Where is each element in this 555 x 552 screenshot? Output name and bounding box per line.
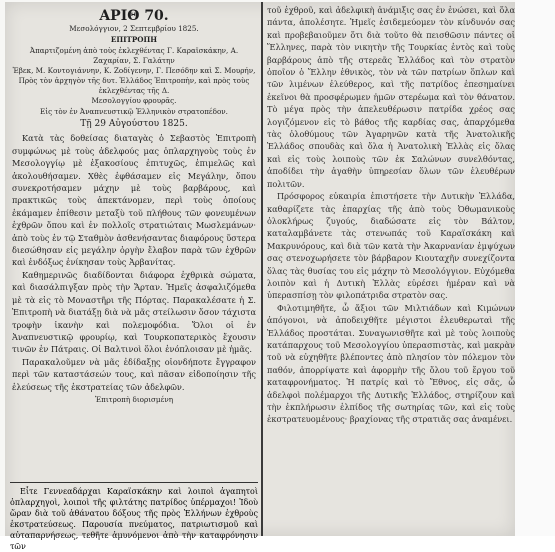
paragraph: Καθημερινῶς διαδίδονται διάφορα ἐχθρικὰ σώματα, καὶ διασάλπιγξαν πρὸς τὴν Ἄρταν. Ἡμεῖς ἀσφαλιζόμεθα μὲ τὰ εἰς τὸ Μοναστῆρι τῆς Πόρτας. Παρακαλέσατε ἡ Σ. Ἐπιτροπὴ νὰ διατάξῃ διὰ νὰ μᾶς στείλωσιν ὅσον τάχιστα τροφὴν ἱκανὴν καὶ πολεμοφόδια. Ὅλοι οἱ ἐν Ἀναπνευστικῷ φρουρίῳ, καὶ Τουρκοπατερικὸς ἔχουσιν τινῶν ἐν Πάτραις. Οἱ Βαλτινοὶ ὅλοι ἐνόπλοισαν μὲ ἡμᾶς. (12, 269, 256, 355)
paragraph: Παρακαλοῦμεν νὰ μᾶς ἐδίδαξῃς οἰονδήποτε ἔγγραφον περὶ τῶν καταστάσεών τους, καὶ πᾶσαν εἰδοποίησιν τῆς ἐλεύσεως τῆς ἐκστρατείας τῶν ἀδελφῶν. (12, 356, 256, 392)
bottom-text: Εἶτε Γεννεαδάρχαι Καραϊσκάκην καὶ λοιποὶ ἀγαπητοὶ ὁπλαρχηγοὶ, λοιποὶ τῆς φιλτάτης πατρίδος ὑπέρμαχοι! Ἰδοὺ ὥραν διὰ τοῦ ἀθάνατου δόξους τῆς πρὸς Ἑλλήνων ἐχθροὺς ἐκστρατεύσεως. Παρουσία πνεύματος, πατριωτισμοῦ καὶ αὐταπαρνήσεως, τεθῆτε ἀμυνόμενοι ἀπὸ τὴν καταφρόνησιν τῶν (10, 487, 258, 551)
page-margin (515, 0, 555, 536)
date-line: Μεσολόγγιον, 2 Σεπτεμβρίου 1825. (69, 24, 199, 33)
scanned-newspaper-page (5, 2, 515, 551)
editorial-lines (12, 46, 256, 106)
paragraph: Φιλοτιμηθῆτε, ὦ ἄξιοι τῶν Μιλτιάδων καὶ Κιμώνων ἀπόγονοι, νὰ ἀποδειχθῆτε μέγιστοι ἐλευθερωταὶ τῆς Ἑλλάδος προστάται. Συναγωνισθῆτε καὶ μὲ τοὺς λοιποὺς κατάπαρχους τοῦ Μεσολογγίου ὑπερασπιστὰς, καὶ μακρὰν τοῦ νὰ εὐχηθῆτε βλέποντες ἀπὸ πλησίον τὸν πόλεμον τὸν παθόν, ἀπορρίψατε καὶ ἀφορμὴν τῆς ὅλου τοῦ ἔργου τοῦ καταφρονήματος. Ἡ πατρίς καὶ τὸ Ἔθνος, εἰς σᾶς, ὦ ἀδελφοὶ πολέμαρχοι τῆς Δυτικῆς Ἑλλάδος, στηρίζουν καὶ τὴν ἐκπλήρωσιν ἐλπίδος τῆς σωτηρίας τῶν, καὶ εἰς τοὺς ἐκστρατευομένους· βραχίονας τῆς στρατιᾶς σας ἀναμένει. (267, 302, 515, 425)
dated-line: Τῇ 29 Αὐγούστου 1825. (80, 119, 188, 129)
signoff: Ἐπιτροπὴ διορισμένη (94, 394, 173, 404)
editorial-header: ΕΠΙΤΡΟΠΗ (110, 35, 158, 44)
column-divider (261, 2, 263, 536)
paragraph: Κατὰ τὰς δοθείσας διαταγὰς ὁ Σεβαστὸς Ἐπιτροπὴ συμφώνως μὲ τοὺς ἀδελφούς μας ὁπλαρχηγοὺς τοὺς ἐν Μεσολογγίῳ μὲ ἑξακοσίους ἐπιτυχῶς, ἐπιμελῶς καὶ ἀκολουθήσαμεν. Χθὲς ἐφθάσαμεν εἰς Μεγάλην, ὅπου συνεκροτήσαμεν μάχην μὲ τοὺς βαρβάρους, καὶ πρακτικῶς τοὺς ἀπεκτάνομεν, περὶ τοὺς ὁποίους ἐκάμαμεν ἐπίθεσιν μεταξὺ τοῦ πλήθους τῶν φονευμένων ἐχθρῶν ὅπου καὶ ἐν πολλοῖς στρατιώταις Μωσλεμάνων· ἀπὸ τοὺς ἐν τῷ Σταθμὸν ἀσθενήσαντας διαφόρους ὕστερα διεσώθησαν εἰς μεγάλην ὀργὴν ἔλαβον παρὰ τῶν ἐχθρῶν καὶ ἐνδόξως ἐνίκησαν τοὺς Ἀρβανίτας. (12, 133, 256, 268)
left-column (10, 4, 258, 536)
editorial-line: Ἐβεκ, Μ. Κοντογιάννην, Κ. Ζοδίγενην, Γ. Πεσόδην καὶ Σ. Μουρήν, (12, 66, 256, 75)
paragraph: Πρόσφορος εὐκαιρία ἐπιστήσετε τὴν Δυτικὴν Ἑλλάδα, καθαρίζετε τὰς ἐπαρχίας τῆς ἀπὸ τοὺς Ὀθωμανικοὺς ὁλοκλήρως ζυγούς, διαδώσατε εἰς τὸν Βάλτον, καταλαμβάνετε τὰς στενωπάς τοῦ Καραϊσκάκη καὶ Μακρυνόρους, καὶ διὰ τῶν κατὰ τὴν Ἀκαρνανίαν ἐμψύχων σας στενοχωρήσετε τὸν βάρβαρον Κιουταχῆν συνεχίζοντα ὅλας τὰς θυσίας του εἰς μάχην τὸ Μεσολόγγιον. Εὐχόμεθα λοιπὸν καὶ ἡ Δυτικὴ Ἑλλὰς εὑρέσει ἡμέραν καὶ νὰ ὑπερασπίσῃ τὸν φιλοπάτριδα στρατὸν σας. (267, 191, 515, 301)
editorial-line: Πρὸς τὸν ἀρχηγὸν τῆς δυτ. Ἑλλάδος Ἐπιτροπὴν, καὶ πρὸς τοὺς ἐκλεχθέντας τῆς Δ. (18, 76, 250, 95)
divider-line (10, 482, 258, 483)
addressed-line: Εἰς τὸν ἐν Ἀναπνευστικῷ Ἑλληνικὸν στρατοπέδον. (40, 107, 228, 116)
editorial-line: Μεσολογγίου φρουρᾶς. (91, 96, 177, 105)
issue-title: ΑΡΙΘ 70. (99, 8, 169, 24)
bottom-snippet (10, 486, 258, 551)
right-column (267, 4, 515, 536)
left-paragraphs (12, 132, 256, 393)
editorial-line: Ἀπαρτιζομένη ἀπὸ τοὺς ἐκλεχθέντας Γ. Καραϊσκάκην, Α. Ζαχαρίαν, Σ. Γαλάτην (29, 46, 239, 65)
paragraph: τοῦ ἐχθροῦ, καὶ ἀδελφικὴ ἀνάμιξις σας ἐν ἑνώσει, καὶ ὅλα πάντα, ἀπολέσητε. Ἡμεῖς ἐσιδεμεύομεν τὸν κίνδυνόν σας καὶ προβεβαιοῦμεν ὅτι διὰ τοῦτο θὰ πεισθῶσιν πάντες οἱ Ἕλληνες, παρὰ τὸν νικητὴν τῆς Τουρκίας ἐντὸς καὶ τοὺς βαρβάρους ἀπὸ τῆς στερεᾶς Ἑλλάδος καὶ τὸν στρατὸν ὁποῖον ὁ Ἕλλην ἐθνικὸς, τὸν νὰ τῶν πατρίων ὅπλων καὶ τῶν λιμένων ἐλεύθερος, καὶ τῆς πατρίδος ἐπεσημαίνει ἐκεῖνοι θὰ προσφέρωμεν ἡμῶν στερέωμα καὶ τὸν θάνατον. Τὸ μέγα πρὸς τὴν ἀπελευθέρωσιν πατρίδα χρέος σας λογιζόμενον εἰς τὸ βάθος τῆς καρδίας σας, ἀπαρχόμεθα τὰς ὁλοθύμους τῶν Ἀγαρηνῶν κατὰ τῆς Ἀνατολικῆς Ἑλλάδος σπουδὰς καὶ ὅλα ἡ Ἀνατολικὴ Ἑλλὰς εἰς ὅλας καὶ εἰς τοὺς λοιποὺς τῶν ἐκ Σαλώνων συνελθόντας, ἀποδίδει τὴν ἀγαθὴν ὑπηρεσίαν ὅλων τῶν ἐλευθέρων πολιτῶν. (267, 5, 515, 189)
